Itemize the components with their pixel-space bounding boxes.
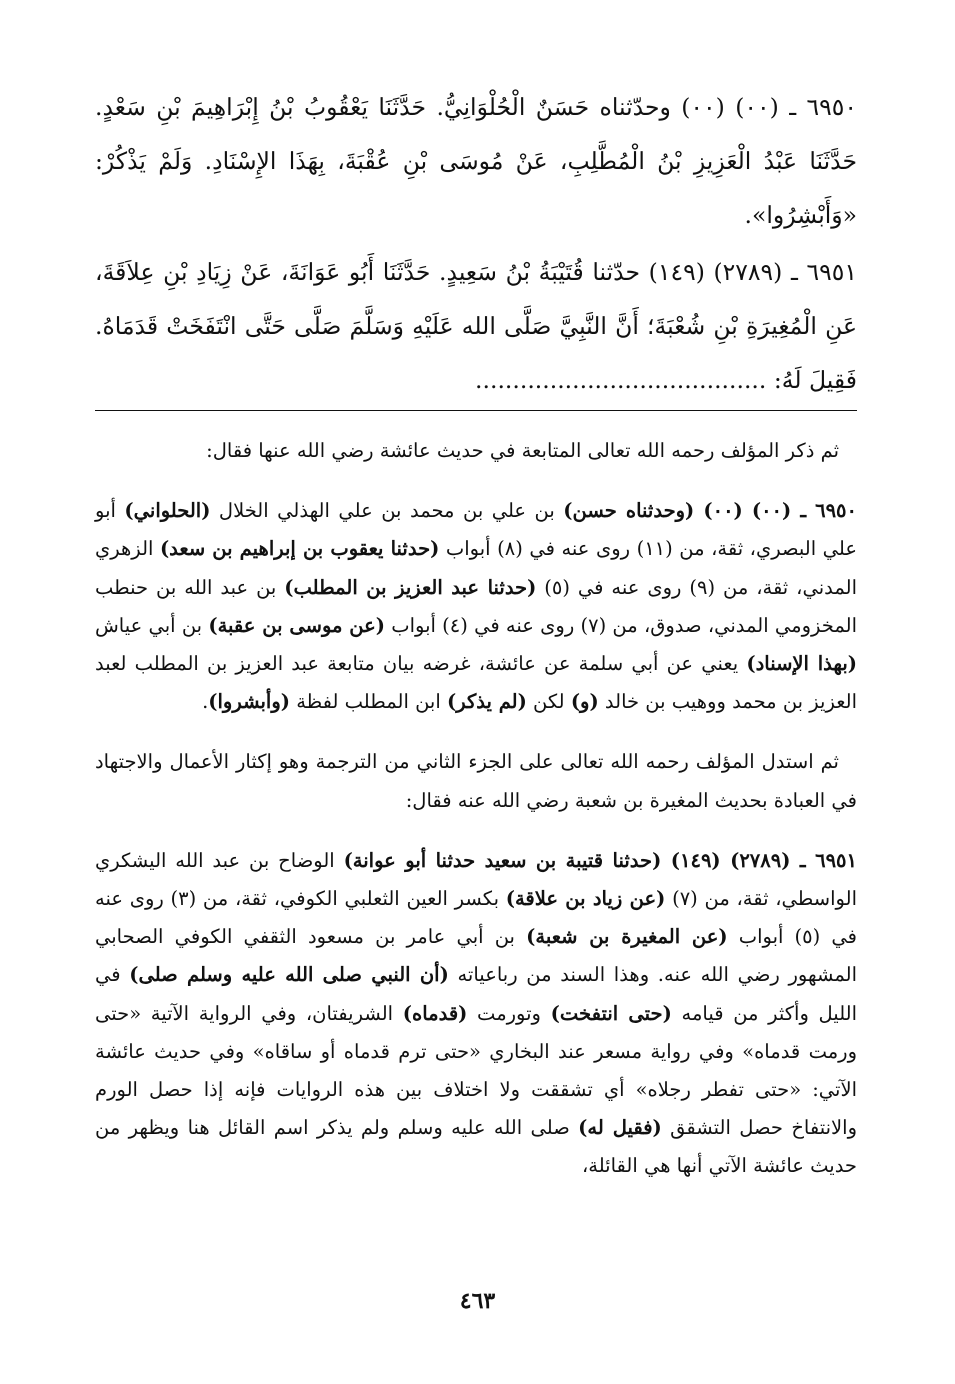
text-run: بن أبي عامر بن مسعود الثقفي الكوفي الصحابي المشهور رضي الله عنه. وهذا السند من رباعياته: [95, 925, 857, 987]
text-run: في الليل وأكثر من قيامه: [95, 963, 858, 1025]
bold-quote-run: (عن زياد بن علاقة): [505, 887, 666, 911]
bold-quote-run: (وأبشروا): [208, 690, 290, 714]
text-run: بن أبي عياش: [95, 613, 209, 637]
bold-quote-run: (فقيل له): [578, 1116, 662, 1140]
bold-quote-run: (بهذا الإسناد): [746, 652, 857, 676]
bold-quote-run: (الحلواني): [124, 499, 211, 523]
text-run: لكن: [526, 690, 571, 714]
text-run: يعني عن أبي سلمة عن عائشة، غرضه بيان متابعة عبد العزيز بن المطلب لعبد العزيز بن محمد ووهيب بن خالد: [95, 652, 857, 714]
text-run: وتورمت: [467, 1001, 551, 1025]
page-number: ٤٦٣: [459, 1288, 496, 1314]
text-run: ابن المطلب لفظة: [290, 690, 447, 714]
hadith-6951: ٦٩٥١ ـ (٢٧٨٩) (١٤٩) حدّثنا قُتَيْبَةُ بْنُ سَعِيدٍ. حَدَّثَنَا أَبُو عَوَانَةَ، عَنْ زِيَادِ بْنِ عِلاَقَةَ، عَنِ الْمُغِيرَةِ بْنِ شُعْبَةَ؛ أَنَّ النَّبِيَّ صَلَّى الله عَلَيْهِ وَسَلَّمَ صَلَّى حَتَّى انْتَفَخَتْ قَدَمَاهُ. فَقِيلَ لَهُ: .......................................: [95, 258, 857, 394]
bold-quote-run: (عن موسى بن عقبة): [208, 613, 385, 637]
bold-quote-run: (و): [570, 690, 599, 714]
text-run: أبو علي البصري، ثقة، من (١١) روى عنه في (٨) أبواب: [95, 499, 858, 561]
text-run: صلى الله عليه وسلم ولم يذكر اسم القائل هنا ويظهر من حديث عائشة الآتي أنها هي القائلة،: [95, 1116, 857, 1178]
commentary-paragraph-6950: [95, 492, 857, 721]
bold-quote-run: (قدماه): [402, 1001, 468, 1025]
footnote-separator: [95, 410, 857, 411]
bold-quote-run: (حدثنا يعقوب بن إبراهيم بن سعد): [159, 537, 440, 561]
text-run: الوضاح بن عبد الله اليشكري الواسطي، ثقة، من (٧): [95, 848, 857, 911]
bold-quote-run: (حدثنا عبد العزيز بن المطلب): [284, 575, 537, 599]
bold-quote-run: (عن المغيرة بن شعبة): [526, 925, 728, 949]
bold-quote-run: ٦٩٥٠ ـ (٠٠) (٠٠): [694, 499, 858, 523]
hadith-6950: ٦٩٥٠ ـ (٠٠) (٠٠) وحدّثناه حَسَنٌ الْحُلْوَانِيُّ. حَدَّثَنَا يَعْقُوبُ بْنُ إِبْرَاهِيمَ بْنِ سَعْدٍ. حَدَّثَنَا عَبْدُ الْعَزِيزِ بْنُ الْمُطَّلِبِ، عَنْ مُوسَى بْنِ عُقْبَةَ، بِهَذَا الإِسْنَادِ. وَلَمْ يَذْكُرْ: «وَأَبْشِرُوا».: [95, 93, 857, 229]
commentary-intro-2: ثم استدل المؤلف رحمه الله تعالى على الجزء الثاني من الترجمة وهو إكثار الأعمال والاجتهاد في العبادة بحديث المغيرة بن شعبة رضي الله عنه فقال:: [95, 750, 857, 812]
bold-quote-run: ٦٩٥١ ـ (٢٧٨٩) (١٤٩): [661, 848, 857, 872]
bold-quote-run: (وحدثناه حسن): [563, 499, 695, 523]
bold-quote-run: (لم يذكر): [446, 690, 527, 714]
bold-quote-run: (أن النبي صلى الله عليه وسلم صلى): [129, 963, 449, 987]
commentary-paragraph-6951: [95, 842, 857, 1186]
bold-quote-run: (حتى انتفخت): [550, 1001, 672, 1025]
text-run: بن علي بن محمد بن علي الهذلي الخلال: [210, 499, 564, 523]
commentary-intro-1: ثم ذكر المؤلف رحمه الله تعالى المتابعة في حديث عائشة رضي الله عنها فقال:: [206, 439, 839, 462]
commentary-block: [95, 432, 857, 1186]
text-run: الشريفتان، وفي الرواية الآتية «حتى ورمت قدماه» وفي رواية مسعر عند البخاري «حتى ترم قدماه أو ساقاه» وفي حديث عائشة الآتي: «حتى تفطر رجلاه» أي تشققت ولا اختلاف بين هذه الروايات فإنه إذا حصل الورم والانتفاخ حصل التشقق: [95, 1001, 857, 1140]
text-run: بكسر العين الثعلبي الكوفي، ثقة، من (٣) روى عنه في (٥) أبواب: [95, 887, 857, 949]
text-run: .: [202, 690, 209, 714]
text-run: بن عبد الله بن حنطب المخزومي المدني، صدوق، من (٧) روى عنه في (٤) أبواب: [95, 575, 857, 637]
text-run: الزهري المدني، ثقة، من (٩) روى عنه في (٥): [95, 537, 858, 599]
bold-quote-run: (حدثنا قتيبة بن سعيد حدثنا أبو عوانة): [343, 848, 662, 872]
hadith-block: [95, 80, 857, 407]
